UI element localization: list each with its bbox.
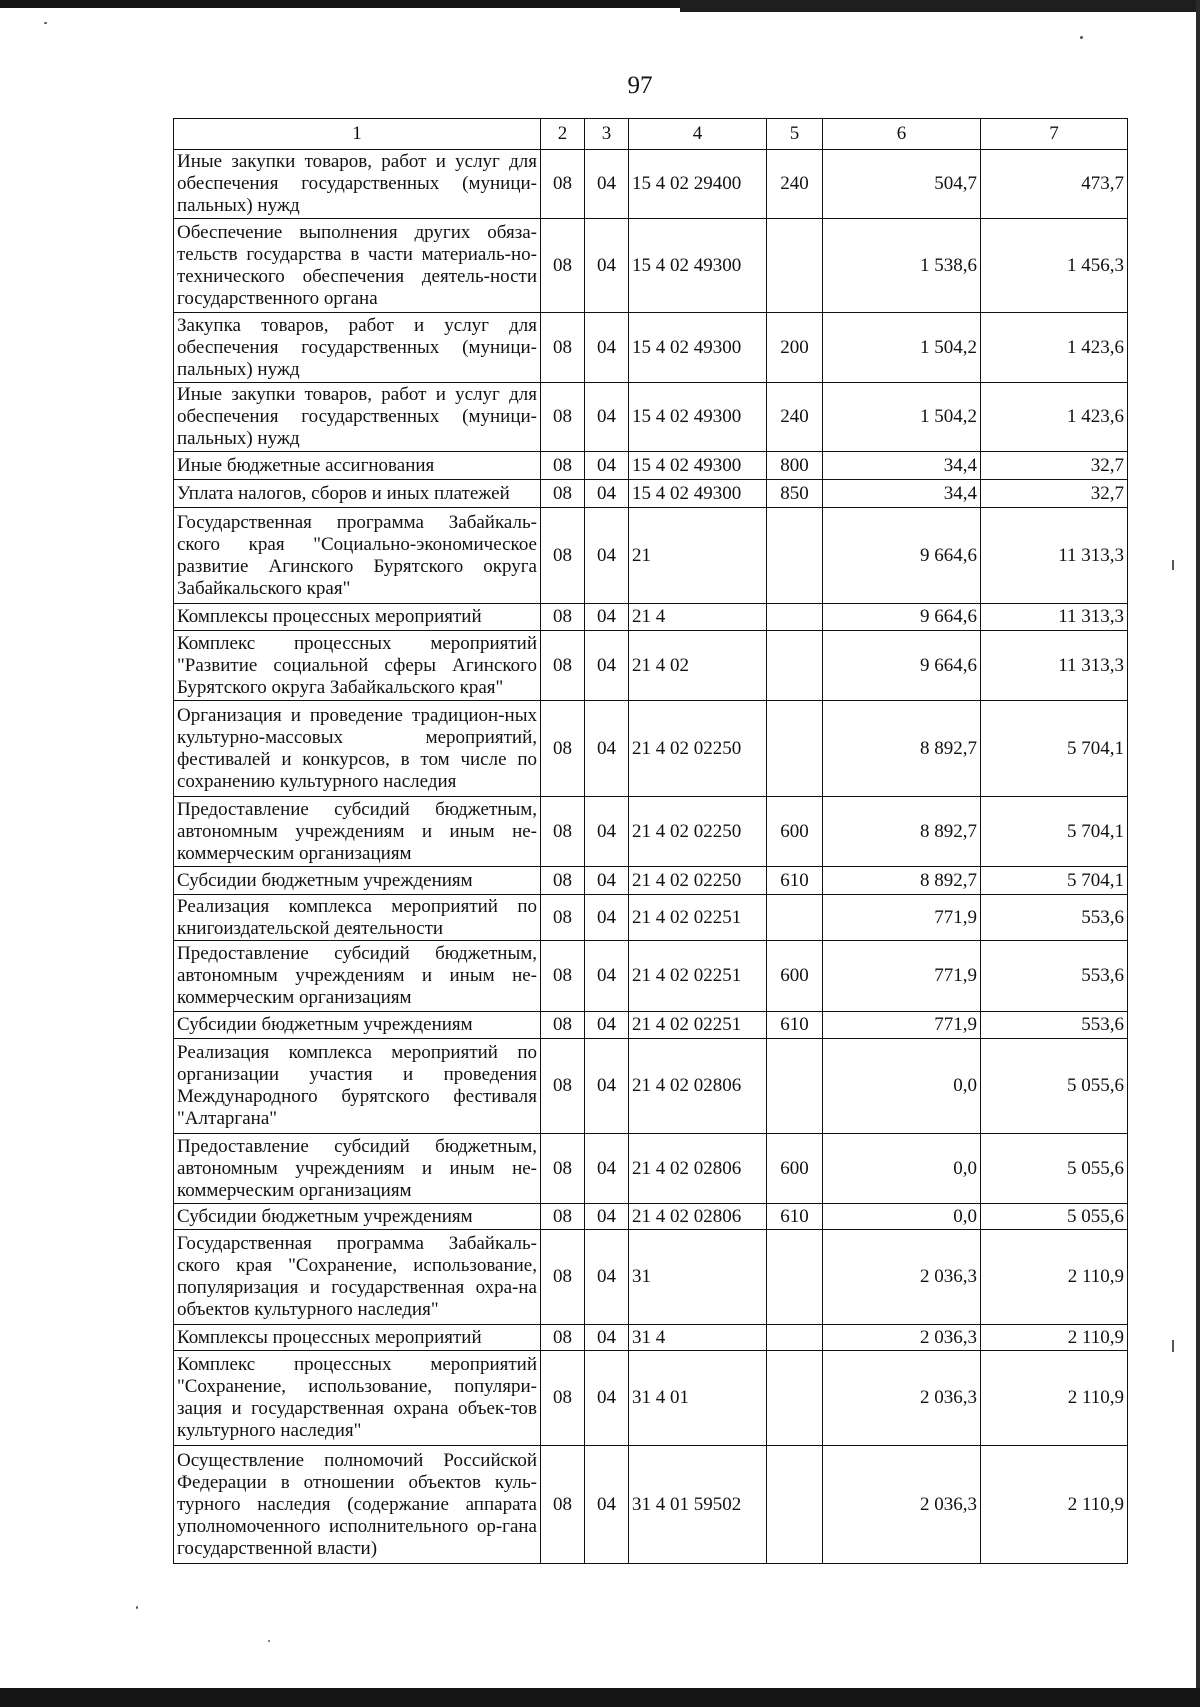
row-section: 08: [541, 1039, 585, 1134]
row-amount-1: 34,4: [823, 480, 981, 508]
row-expense-type: 610: [767, 1204, 823, 1230]
row-amount-1: 2 036,3: [823, 1230, 981, 1325]
row-target-article: 21 4 02 02806: [629, 1204, 767, 1230]
row-name: Осуществление полномочий Российской Федерации в отношении объектов куль-турного наследия (содержание аппарата уполномоченного исполнительного ор-гана государственной власти): [174, 1446, 541, 1564]
row-expense-type: [767, 1351, 823, 1446]
table-row: [174, 1230, 1128, 1325]
row-amount-1: 771,9: [823, 1012, 981, 1039]
table-row: [174, 508, 1128, 604]
row-name: Иные закупки товаров, работ и услуг для обеспечения государственных (муници-пальных) нужд: [174, 150, 541, 219]
row-section: 08: [541, 631, 585, 701]
row-expense-type: 240: [767, 383, 823, 452]
table-row: [174, 1446, 1128, 1564]
column-header: 4: [629, 119, 767, 150]
row-subsection: 04: [585, 1134, 629, 1204]
row-target-article: 21: [629, 508, 767, 604]
row-amount-1: 0,0: [823, 1134, 981, 1204]
table-row: [174, 631, 1128, 701]
table-row: [174, 604, 1128, 631]
row-amount-2: 1 423,6: [981, 383, 1128, 452]
row-section: 08: [541, 480, 585, 508]
row-amount-2: 553,6: [981, 941, 1128, 1012]
row-amount-2: 5 055,6: [981, 1134, 1128, 1204]
table-row: [174, 1325, 1128, 1351]
scan-edge-bottom: [0, 1688, 1200, 1707]
row-amount-2: 11 313,3: [981, 631, 1128, 701]
row-amount-2: 2 110,9: [981, 1446, 1128, 1564]
row-subsection: 04: [585, 150, 629, 219]
row-subsection: 04: [585, 1351, 629, 1446]
row-expense-type: [767, 1230, 823, 1325]
row-subsection: 04: [585, 797, 629, 867]
row-target-article: 21 4 02: [629, 631, 767, 701]
row-name: Иные бюджетные ассигнования: [174, 452, 541, 480]
row-name: Предоставление субсидий бюджетным, автономным учреждениям и иным не-коммерческим организациям: [174, 797, 541, 867]
row-name: Государственная программа Забайкаль-ского края "Социально-экономическое развитие Агинского Бурятского округа Забайкальского края": [174, 508, 541, 604]
row-amount-2: 1 456,3: [981, 219, 1128, 313]
row-subsection: 04: [585, 1446, 629, 1564]
row-amount-1: 2 036,3: [823, 1351, 981, 1446]
column-header: 1: [174, 119, 541, 150]
row-expense-type: 610: [767, 1012, 823, 1039]
row-name: Комплекс процессных мероприятий "Развитие социальной сферы Агинского Бурятского округа Забайкальского края": [174, 631, 541, 701]
row-expense-type: [767, 604, 823, 631]
row-amount-2: 5 704,1: [981, 867, 1128, 895]
table-row: [174, 797, 1128, 867]
row-expense-type: [767, 1325, 823, 1351]
table-row: [174, 701, 1128, 797]
row-section: 08: [541, 604, 585, 631]
column-header: 6: [823, 119, 981, 150]
row-amount-2: 553,6: [981, 895, 1128, 941]
row-expense-type: 600: [767, 1134, 823, 1204]
column-header: 2: [541, 119, 585, 150]
budget-table: [173, 118, 1128, 1564]
row-amount-2: 5 704,1: [981, 797, 1128, 867]
table-row: [174, 1012, 1128, 1039]
row-section: 08: [541, 150, 585, 219]
row-expense-type: 800: [767, 452, 823, 480]
row-expense-type: [767, 1446, 823, 1564]
scan-speck: [136, 1606, 138, 1609]
scan-speck: [1172, 560, 1174, 570]
scan-edge-right: [1196, 0, 1200, 1707]
table-row: [174, 313, 1128, 383]
column-header: 5: [767, 119, 823, 150]
row-expense-type: [767, 631, 823, 701]
row-name: Субсидии бюджетным учреждениям: [174, 1012, 541, 1039]
row-target-article: 31 4 01: [629, 1351, 767, 1446]
row-name: Уплата налогов, сборов и иных платежей: [174, 480, 541, 508]
table-row: [174, 219, 1128, 313]
row-target-article: 21 4 02 02250: [629, 701, 767, 797]
table-row: [174, 1351, 1128, 1446]
row-name: Субсидии бюджетным учреждениям: [174, 867, 541, 895]
row-section: 08: [541, 1134, 585, 1204]
row-target-article: 15 4 02 49300: [629, 313, 767, 383]
table-row: [174, 150, 1128, 219]
row-section: 08: [541, 1325, 585, 1351]
row-section: 08: [541, 452, 585, 480]
row-amount-2: 2 110,9: [981, 1230, 1128, 1325]
table-row: [174, 895, 1128, 941]
row-amount-2: 11 313,3: [981, 508, 1128, 604]
row-amount-1: 34,4: [823, 452, 981, 480]
row-subsection: 04: [585, 1012, 629, 1039]
row-target-article: 21 4: [629, 604, 767, 631]
row-section: 08: [541, 867, 585, 895]
row-target-article: 21 4 02 02806: [629, 1039, 767, 1134]
row-amount-1: 504,7: [823, 150, 981, 219]
row-name: Иные закупки товаров, работ и услуг для обеспечения государственных (муници-пальных) нужд: [174, 383, 541, 452]
row-amount-1: 2 036,3: [823, 1446, 981, 1564]
row-amount-1: 771,9: [823, 895, 981, 941]
row-name: Предоставление субсидий бюджетным, автономным учреждениям и иным не-коммерческим организациям: [174, 1134, 541, 1204]
row-amount-2: 5 055,6: [981, 1204, 1128, 1230]
row-target-article: 31: [629, 1230, 767, 1325]
row-subsection: 04: [585, 1204, 629, 1230]
row-subsection: 04: [585, 480, 629, 508]
row-expense-type: [767, 895, 823, 941]
row-target-article: 15 4 02 49300: [629, 383, 767, 452]
row-amount-2: 32,7: [981, 452, 1128, 480]
row-subsection: 04: [585, 867, 629, 895]
row-target-article: 21 4 02 02250: [629, 797, 767, 867]
row-subsection: 04: [585, 452, 629, 480]
table-row: [174, 941, 1128, 1012]
table-row: [174, 480, 1128, 508]
row-expense-type: 240: [767, 150, 823, 219]
row-section: 08: [541, 895, 585, 941]
row-amount-1: 9 664,6: [823, 604, 981, 631]
row-subsection: 04: [585, 1325, 629, 1351]
row-amount-1: 9 664,6: [823, 631, 981, 701]
table-row: [174, 1039, 1128, 1134]
row-subsection: 04: [585, 941, 629, 1012]
row-target-article: 31 4: [629, 1325, 767, 1351]
row-amount-2: 473,7: [981, 150, 1128, 219]
column-header: 7: [981, 119, 1128, 150]
row-section: 08: [541, 701, 585, 797]
row-section: 08: [541, 383, 585, 452]
row-name: Обеспечение выполнения других обяза-тельств государства в части материаль-но-технического обеспечения деятель-ности государственного органа: [174, 219, 541, 313]
row-amount-2: 5 055,6: [981, 1039, 1128, 1134]
row-target-article: 21 4 02 02251: [629, 1012, 767, 1039]
table-row: [174, 1204, 1128, 1230]
row-name: Субсидии бюджетным учреждениям: [174, 1204, 541, 1230]
row-amount-1: 1 504,2: [823, 313, 981, 383]
row-amount-1: 8 892,7: [823, 701, 981, 797]
row-target-article: 21 4 02 02250: [629, 867, 767, 895]
row-name: Государственная программа Забайкаль-ского края "Сохранение, использование, популяризация и государственная охра-на объектов культурного наследия": [174, 1230, 541, 1325]
row-section: 08: [541, 1012, 585, 1039]
row-expense-type: [767, 219, 823, 313]
row-amount-2: 2 110,9: [981, 1351, 1128, 1446]
row-amount-2: 2 110,9: [981, 1325, 1128, 1351]
row-section: 08: [541, 1204, 585, 1230]
row-amount-1: 8 892,7: [823, 867, 981, 895]
scan-speck: [1172, 1340, 1174, 1352]
row-target-article: 15 4 02 49300: [629, 452, 767, 480]
scan-speck: [1080, 36, 1083, 39]
row-amount-1: 1 538,6: [823, 219, 981, 313]
row-expense-type: 600: [767, 797, 823, 867]
row-amount-1: 9 664,6: [823, 508, 981, 604]
row-name: Комплексы процессных мероприятий: [174, 604, 541, 631]
row-section: 08: [541, 1446, 585, 1564]
row-amount-1: 8 892,7: [823, 797, 981, 867]
row-subsection: 04: [585, 701, 629, 797]
row-subsection: 04: [585, 219, 629, 313]
row-name: Реализация комплекса мероприятий по книгоиздательской деятельности: [174, 895, 541, 941]
row-expense-type: 610: [767, 867, 823, 895]
row-amount-2: 32,7: [981, 480, 1128, 508]
row-amount-1: 0,0: [823, 1204, 981, 1230]
row-section: 08: [541, 1351, 585, 1446]
row-name: Организация и проведение традицион-ных культурно-массовых мероприятий, фестивалей и конкурсов, в том числе по сохранению культурного наследия: [174, 701, 541, 797]
row-name: Реализация комплекса мероприятий по организации участия и проведения Международного бурятского фестиваля "Алтаргана": [174, 1039, 541, 1134]
row-expense-type: 850: [767, 480, 823, 508]
row-amount-1: 0,0: [823, 1039, 981, 1134]
row-subsection: 04: [585, 1230, 629, 1325]
row-amount-2: 11 313,3: [981, 604, 1128, 631]
row-target-article: 21 4 02 02251: [629, 941, 767, 1012]
table-row: [174, 452, 1128, 480]
row-section: 08: [541, 797, 585, 867]
table-header-row: [174, 119, 1128, 150]
table-row: [174, 1134, 1128, 1204]
row-name: Комплексы процессных мероприятий: [174, 1325, 541, 1351]
row-expense-type: 600: [767, 941, 823, 1012]
page-number: 97: [627, 72, 653, 99]
row-section: 08: [541, 941, 585, 1012]
row-target-article: 21 4 02 02251: [629, 895, 767, 941]
row-amount-1: 1 504,2: [823, 383, 981, 452]
row-name: Комплекс процессных мероприятий "Сохранение, использование, популяри-зация и государственная охрана объек-тов культурного наследия": [174, 1351, 541, 1446]
row-subsection: 04: [585, 383, 629, 452]
scan-speck: [44, 22, 47, 24]
row-target-article: 15 4 02 49300: [629, 219, 767, 313]
row-expense-type: [767, 701, 823, 797]
row-amount-2: 5 704,1: [981, 701, 1128, 797]
row-section: 08: [541, 313, 585, 383]
row-target-article: 15 4 02 49300: [629, 480, 767, 508]
row-subsection: 04: [585, 313, 629, 383]
row-name: Закупка товаров, работ и услуг для обеспечения государственных (муници-пальных) нужд: [174, 313, 541, 383]
table-row: [174, 383, 1128, 452]
row-amount-1: 771,9: [823, 941, 981, 1012]
row-section: 08: [541, 219, 585, 313]
row-subsection: 04: [585, 508, 629, 604]
row-expense-type: [767, 508, 823, 604]
row-target-article: 31 4 01 59502: [629, 1446, 767, 1564]
scan-edge-top-right: [680, 0, 1200, 12]
row-subsection: 04: [585, 895, 629, 941]
row-section: 08: [541, 1230, 585, 1325]
row-amount-1: 2 036,3: [823, 1325, 981, 1351]
row-subsection: 04: [585, 604, 629, 631]
row-target-article: 21 4 02 02806: [629, 1134, 767, 1204]
scan-speck: [268, 1640, 270, 1642]
column-header: 3: [585, 119, 629, 150]
row-expense-type: 200: [767, 313, 823, 383]
row-expense-type: [767, 1039, 823, 1134]
row-amount-2: 1 423,6: [981, 313, 1128, 383]
row-name: Предоставление субсидий бюджетным, автономным учреждениям и иным не-коммерческим организациям: [174, 941, 541, 1012]
row-amount-2: 553,6: [981, 1012, 1128, 1039]
row-section: 08: [541, 508, 585, 604]
row-target-article: 15 4 02 29400: [629, 150, 767, 219]
row-subsection: 04: [585, 631, 629, 701]
table-row: [174, 867, 1128, 895]
row-subsection: 04: [585, 1039, 629, 1134]
